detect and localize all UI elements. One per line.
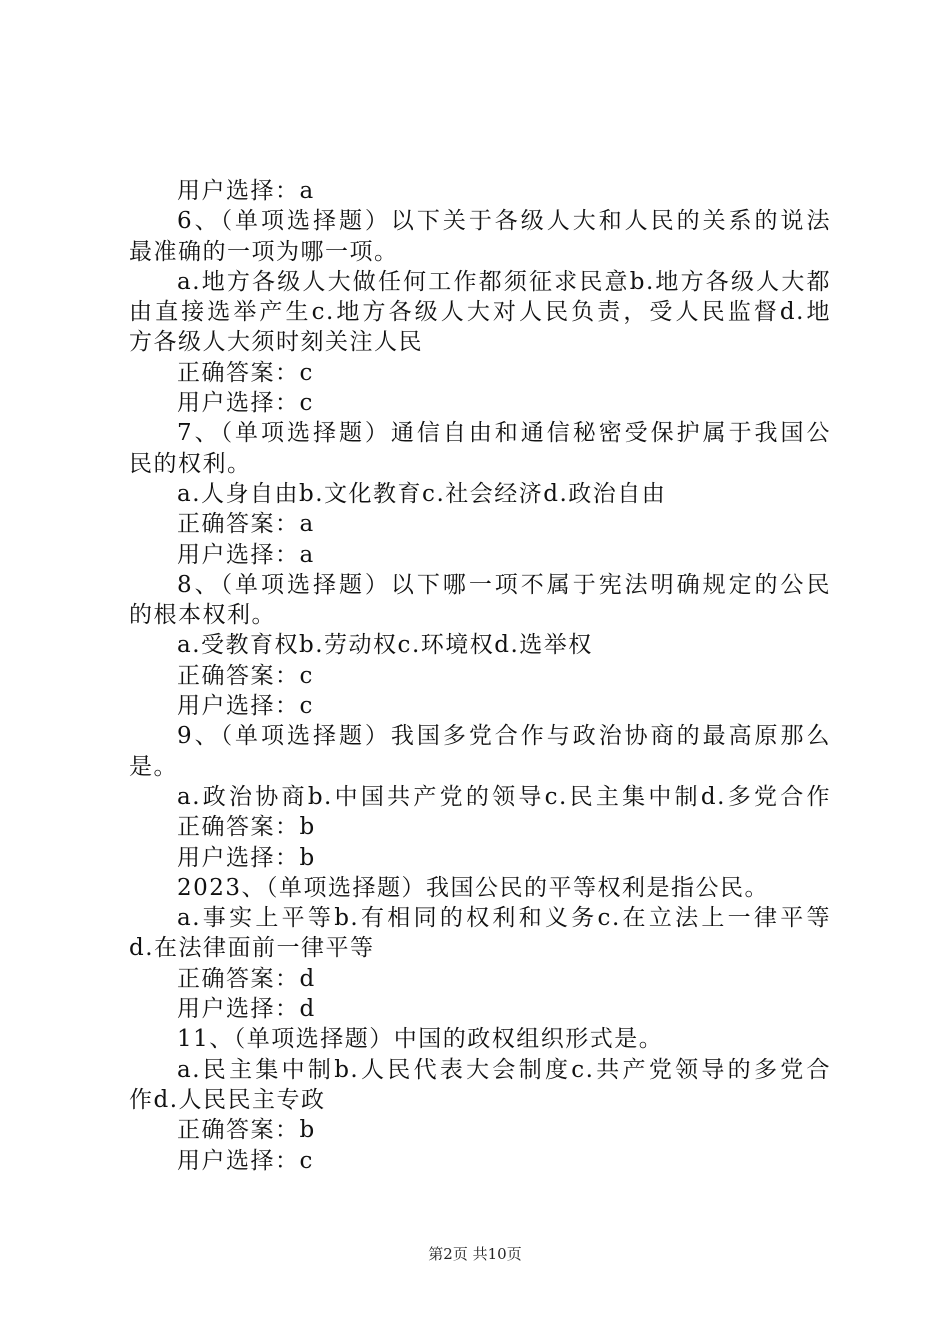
text-line: 用户选择：c bbox=[177, 390, 314, 417]
text-line: 正确答案：b bbox=[177, 1117, 316, 1144]
text-line: a.人身自由b.文化教育c.社会经济d.政治自由 bbox=[177, 480, 667, 507]
text-line: 9、（单项选择题）我国多党合作与政治协商的最高原那么 bbox=[177, 723, 831, 750]
text-line: 用户选择：b bbox=[177, 844, 316, 871]
page-number-footer: 第2页 共10页 bbox=[428, 1245, 522, 1263]
text-line: 正确答案：c bbox=[177, 359, 314, 386]
text-line: a.地方各级人大做任何工作都须征求民意b.地方各级人大都 bbox=[177, 268, 831, 295]
text-line: 民的权利。 bbox=[129, 450, 252, 477]
text-line: a.受教育权b.劳动权c.环境权d.选举权 bbox=[177, 632, 593, 659]
text-line: 正确答案：a bbox=[177, 511, 315, 538]
text-line: d.在法律面前一律平等 bbox=[129, 935, 375, 962]
text-line: 用户选择：d bbox=[177, 996, 316, 1023]
text-line: 作d.人民民主专政 bbox=[129, 1086, 326, 1113]
text-line: 7、（单项选择题）通信自由和通信秘密受保护属于我国公 bbox=[177, 420, 831, 447]
text-line: 正确答案：b bbox=[177, 814, 316, 841]
text-line: 最准确的一项为哪一项。 bbox=[129, 238, 399, 265]
text-line: 11、（单项选择题）中国的政权组织形式是。 bbox=[177, 1026, 664, 1053]
text-line: 正确答案：d bbox=[177, 965, 316, 992]
text-line: 用户选择：c bbox=[177, 1147, 314, 1174]
text-line: 用户选择：a bbox=[177, 178, 315, 204]
text-line: 2023、（单项选择题）我国公民的平等权利是指公民。 bbox=[177, 874, 770, 901]
text-line: 用户选择：a bbox=[177, 541, 315, 568]
text-line: a.政治协商b.中国共产党的领导c.民主集中制d.多党合作 bbox=[177, 783, 831, 810]
text-line: a.事实上平等b.有相同的权利和义务c.在立法上一律平等 bbox=[177, 905, 831, 932]
text-line: 方各级人大须时刻关注人民 bbox=[129, 329, 423, 356]
text-line: 的根本权利。 bbox=[129, 602, 276, 629]
text-line: 8、（单项选择题）以下哪一项不属于宪法明确规定的公民 bbox=[177, 571, 831, 598]
text-line: 是。 bbox=[129, 753, 178, 780]
text-line: 6、（单项选择题）以下关于各级人大和人民的关系的说法 bbox=[177, 208, 831, 235]
text-line: a.民主集中制b.人民代表大会制度c.共产党领导的多党合 bbox=[177, 1056, 831, 1083]
text-line: 由直接选举产生c.地方各级人大对人民负责，受人民监督d.地 bbox=[129, 299, 831, 326]
text-line: 用户选择：c bbox=[177, 693, 314, 720]
text-line: 正确答案：c bbox=[177, 662, 314, 689]
document-body bbox=[129, 176, 831, 1176]
